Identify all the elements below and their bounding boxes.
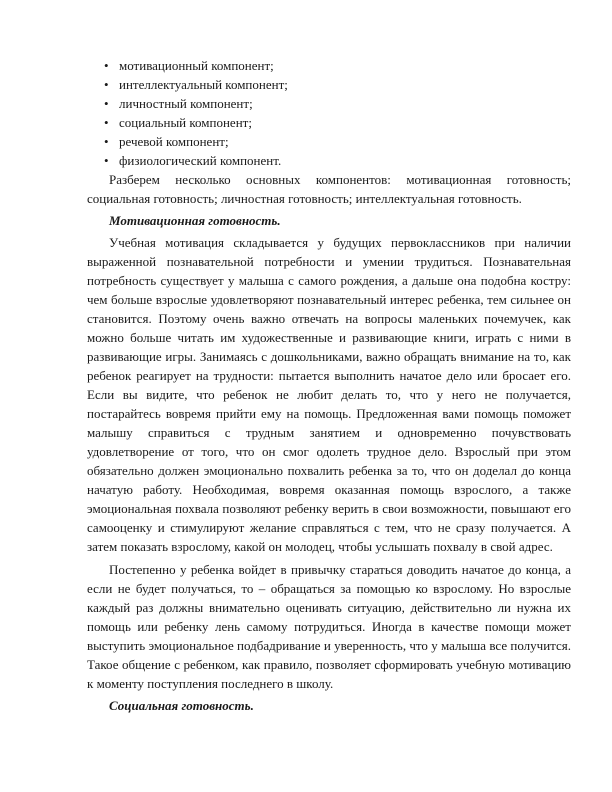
list-item-text: речевой компонент; (119, 134, 229, 149)
list-item-text: личностный компонент; (119, 96, 253, 111)
list-item (87, 132, 571, 151)
bullet-icon: • (104, 153, 109, 168)
document-page (87, 56, 571, 718)
bullet-icon: • (104, 58, 109, 73)
list-item-text: физиологический компонент. (119, 153, 282, 168)
list-item (87, 94, 571, 113)
bullet-icon: • (104, 134, 109, 149)
paragraph-motivation-2: Постепенно у ребенка войдет в привычку стараться доводить начатое до конца, а если не будет получаться, то – обращаться за помощью ко взрослому. Но взрослые каждый раз должны внимательно оценивать ситуацию, действительно ли нужна их помощь или ребенку лень самому потрудиться. Иногда в качестве помощи может выступить эмоциональное подбадривание и уверенность, что у малыша все получится. Такое общение с ребенком, как правило, позволяет сформировать учебную мотивацию к моменту поступления последнего в школу. (87, 562, 571, 691)
list-item (87, 56, 571, 75)
section-heading-motivation: Мотивационная готовность. (109, 213, 281, 228)
list-item (87, 151, 571, 170)
bullet-icon: • (104, 115, 109, 130)
component-list (87, 56, 571, 170)
bullet-icon: • (104, 77, 109, 92)
list-item (87, 75, 571, 94)
intro-paragraph: Разберем несколько основных компонентов: мотивационная готовность; социальная готовность; личностная готовность; интеллектуальная готовность. (87, 172, 571, 206)
section-heading-social: Социальная готовность. (109, 698, 254, 713)
list-item-text: социальный компонент; (119, 115, 252, 130)
bullet-icon: • (104, 96, 109, 111)
list-item-text: мотивационный компонент; (119, 58, 274, 73)
list-item-text: интеллектуальный компонент; (119, 77, 288, 92)
list-item (87, 113, 571, 132)
paragraph-motivation-1: Учебная мотивация складывается у будущих первоклассников при наличии выраженной познавательной потребности и умении трудиться. Познавательная потребность существует у малыша с самого рождения, а дальше она подобна костру: чем больше взрослые удовлетворяют познавательный интерес ребенка, тем сильнее он становится. Поэтому очень важно отвечать на вопросы маленьких почемучек, как можно больше читать им художественные и развивающие книги, играть с ними в развивающие игры. Занимаясь с дошкольниками, важно обращать внимание на то, как ребенок реагирует на трудности: пытается выполнить начатое дело или бросает его. Если вы видите, что ребенок не любит делать то, что у него не получается, постарайтесь вовремя прийти ему на помощь. Предложенная вами помощь поможет малышу справиться с трудным занятием и одновременно почувствовать удовлетворение от того, что он смог одолеть трудное дело. Взрослый при этом обязательно должен эмоционально похвалить ребенка за то, что он доделал до конца начатую работу. Необходимая, вовремя оказанная помощь взрослого, а также эмоциональная похвала позволяют ребенку верить в свои возможности, повышают его самооценку и стимулируют желание справляться с тем, что не сразу получается. А затем показать взрослому, какой он молодец, чтобы услышать похвалу в свой адрес. (87, 235, 571, 554)
